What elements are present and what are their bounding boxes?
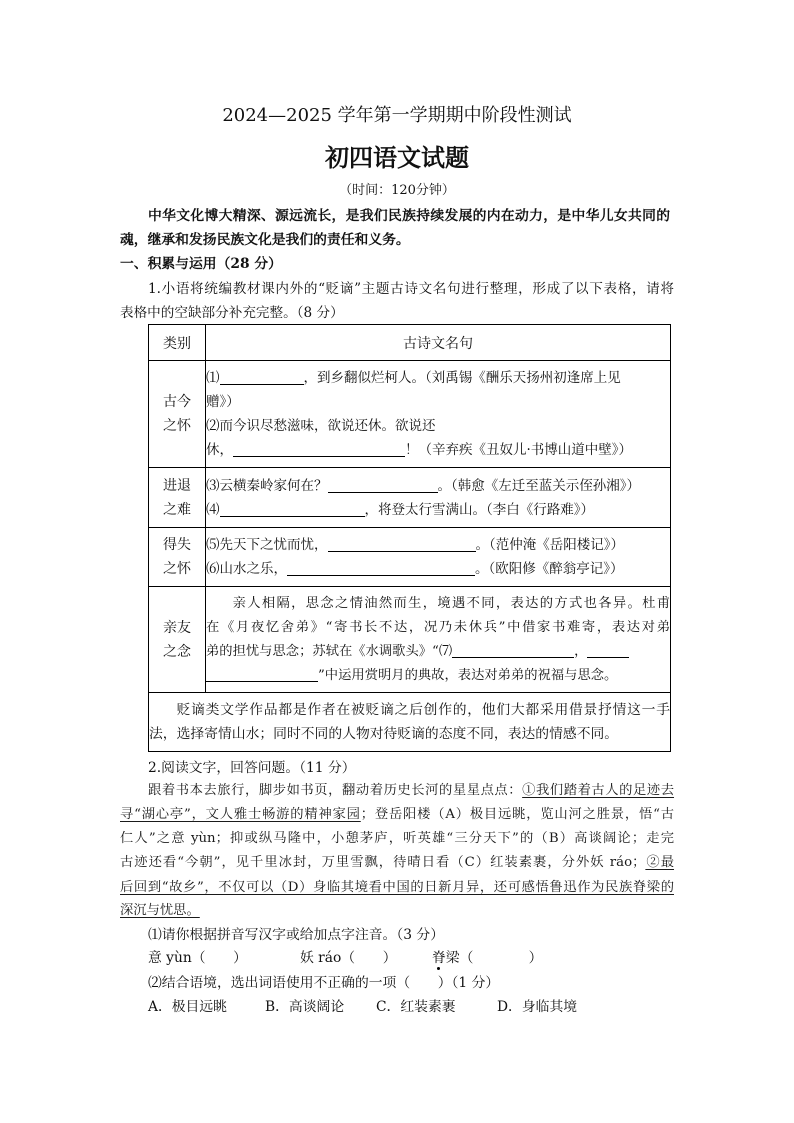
summary-cell — [149, 693, 671, 752]
quote-text: ⑸先天下之忧而忧， — [206, 537, 328, 553]
sub-question-prompt: ⑵结合语境，选出词语使用不正确的一项（ ）（1 分） — [148, 975, 500, 991]
sub-question-prompt: ⑴请你根据拼音写汉字或给加点字注音。（3 分） — [148, 927, 444, 943]
question-stem: 1.小语将统编教材课内外的“贬谪”主题古诗文名句进行整理，形成了以下表格，请将 — [148, 281, 674, 297]
question-stem: 表格中的空缺部分补充完整。（8 分） — [120, 305, 344, 321]
quotes-cell — [206, 468, 671, 528]
table-header-category: 类别 — [149, 325, 206, 361]
passage-line — [120, 781, 674, 801]
category-line: 之难 — [163, 501, 191, 518]
quote-line — [206, 366, 670, 390]
intro-line: 中华文化博大精深、源远流长，是我们民族持续发展的内在动力，是中华儿女共同的 — [148, 208, 670, 224]
quote-text: ， — [574, 643, 588, 659]
pinyin-item — [432, 948, 542, 968]
option-c: C．红装素裹 — [376, 999, 456, 1015]
underlined-sentence: 寻“湖心亭”，文人雅士畅游的精神家园 — [120, 807, 361, 822]
answer-blank — [287, 561, 475, 576]
quote-line — [206, 557, 670, 581]
poetry-table — [148, 324, 671, 752]
quote-line — [206, 438, 670, 462]
answer-blank — [452, 643, 574, 658]
answer-blank — [328, 537, 476, 552]
option-a: A．极目远眺 — [148, 999, 227, 1015]
dotted-character: 脊 — [432, 950, 446, 966]
underlined-sentence: ②最 — [645, 855, 675, 870]
pinyin-item: 妖 ráo（ ） — [300, 950, 397, 966]
intro-line: 魂，继承和发扬民族文化是我们的责任和义务。 — [120, 232, 410, 248]
table-row — [149, 361, 671, 468]
passage-text: 跟着书本去旅行，脚步如书页，翻动着历史长河的星星点点： — [148, 783, 523, 798]
quote-text: 。（范仲淹《岳阳楼记》） — [475, 537, 624, 553]
table-row — [149, 528, 671, 587]
table-row — [149, 468, 671, 528]
quote-text: ⑶云横秦岭家何在？ — [206, 477, 328, 494]
category-cell — [149, 468, 206, 528]
quote-text: 。（韩愈《左迁至蓝关示侄孙湘》） — [437, 477, 640, 494]
passage-text: 古迹还看“今朝”，见千里冰封，万里雪飘，待晴日看（C）红装素裹，分外妖 ráo； — [120, 855, 646, 870]
table-row — [149, 693, 671, 752]
paragraph-line — [206, 640, 670, 664]
paragraph-line: 法，选择寄情山水；同时不同的人物对待贬谪的态度不同，表达的情感不同。 — [149, 726, 619, 742]
quotes-cell — [206, 587, 671, 693]
exam-subject: 初四语文试题 — [325, 143, 469, 172]
table-row — [149, 587, 671, 693]
passage-line — [120, 805, 674, 825]
answer-blank — [328, 478, 438, 493]
category-line: 之念 — [163, 643, 191, 660]
table-header-quotes: 古诗文名句 — [206, 325, 671, 361]
passage-line — [120, 853, 674, 873]
quote-text: ，到乡翻似烂柯人。（刘禹锡《酬乐天扬州初逢席上见 — [303, 370, 621, 386]
answer-blank — [220, 502, 365, 517]
passage-line — [120, 878, 674, 898]
paragraph-line: 亲人相隔，思念之情油然而生，境遇不同，表达的方式也各异。杜甫 — [232, 595, 670, 611]
quote-line: 赠》） — [206, 394, 240, 410]
category-line: 进退 — [163, 477, 191, 494]
pinyin-item-text: 梁（ ） — [445, 950, 543, 966]
paragraph-line: 贬谪类文学作品都是作者在被贬谪之后创作的，他们大都采用借景抒情这一手 — [176, 702, 670, 718]
question-heading: 2.阅读文字，回答问题。（11 分） — [148, 760, 356, 776]
quotes-cell — [206, 361, 671, 468]
option-d: D．身临其境 — [497, 999, 578, 1015]
category-cell — [149, 361, 206, 468]
paragraph-line: 在《月夜忆舍弟》“寄书长不达，况乃未休兵”中借家书难寄，表达对弟 — [206, 619, 670, 635]
passage-text: ；登岳阳楼（A）极目远眺，览山河之胜景，悟“古 — [360, 807, 674, 822]
answer-blank — [220, 370, 304, 385]
quotes-cell — [206, 528, 671, 587]
answer-blank — [233, 442, 405, 457]
quote-number: ⑴ — [206, 370, 220, 386]
pinyin-item: 意 yùn（ ） — [148, 950, 247, 966]
quote-text: 弟的担忧与思念；苏轼在《水调歌头》“⑺ — [206, 643, 453, 659]
quote-line — [206, 498, 670, 522]
answer-blank — [206, 667, 318, 682]
paragraph-line — [206, 664, 670, 688]
quote-line — [206, 533, 670, 557]
category-line: 得失 — [163, 537, 191, 553]
quote-text: 休， — [206, 442, 233, 458]
passage-line: 仁人”之意 yùn；抑或纵马隆中，小憩茅庐，听英雄“三分天下”的（B）高谈阔论；走完 — [120, 831, 674, 846]
quote-line — [206, 474, 670, 498]
exam-time: （时间：120分钟） — [339, 183, 455, 198]
exam-title: 2024—2025 学年第一学期期中阶段性测试 — [222, 105, 572, 126]
quote-text: ！（辛弃疾《丑奴儿·书博山道中壁》） — [405, 442, 633, 458]
category-line: 古今 — [163, 394, 191, 410]
underlined-sentence: 后回到“故乡”，不仅可以（D）身临其境看中国的日新月异，还可感悟鲁迅作为民族脊梁的 — [120, 880, 674, 895]
option-b: B．高谈阔论 — [265, 999, 345, 1015]
quote-line: ⑵而今识尽愁滋味，欲说还休。欲说还 — [206, 418, 436, 434]
underlined-sentence: ①我们踏着古人的足迹去 — [522, 783, 675, 798]
quote-text: ⑹山水之乐， — [206, 561, 287, 577]
table-header-row — [149, 325, 671, 361]
category-line: 之怀 — [163, 418, 191, 434]
passage-line — [120, 901, 674, 921]
answer-blank — [587, 643, 629, 658]
quote-text: ，将登太行雪满山。（李白《行路难》） — [364, 501, 594, 518]
section-heading: 一、积累与运用（28 分） — [120, 256, 282, 272]
category-line: 亲友 — [163, 619, 191, 636]
quote-number: ⑷ — [206, 501, 220, 518]
category-line: 之怀 — [163, 561, 191, 577]
quote-text: 。（欧阳修《醉翁亭记》） — [475, 561, 624, 577]
underlined-sentence: 深沉与忧思。 — [120, 903, 200, 918]
category-cell — [149, 587, 206, 693]
quote-text: ”中运用赏明月的典故，表达对弟弟的祝福与思念。 — [318, 667, 618, 683]
category-cell — [149, 528, 206, 587]
